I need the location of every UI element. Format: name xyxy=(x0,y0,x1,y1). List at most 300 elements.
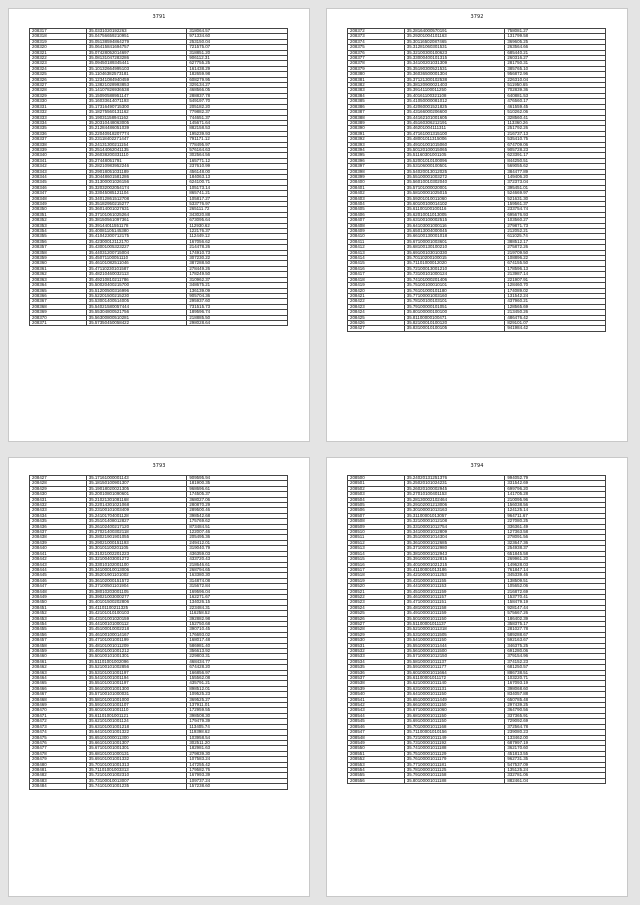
value-cell: 268794.65 xyxy=(187,567,288,572)
coordinate-cell: 35.70101001001313 xyxy=(86,762,187,767)
value-cell: 186402.39 xyxy=(505,616,606,621)
id-cell: 208455 xyxy=(30,627,87,632)
coordinate-cell: 35.46100001011157 xyxy=(404,594,505,599)
id-cell: 208317 xyxy=(30,29,87,34)
coordinate-cell: 35.40100001021215 xyxy=(404,562,505,567)
id-cell: 208411 xyxy=(348,239,405,244)
id-cell: 208466 xyxy=(30,686,87,691)
value-cell: 994052.79 xyxy=(505,476,606,481)
id-cell: 208386 xyxy=(348,104,405,109)
coordinate-cell: 35.13821028993853 xyxy=(86,83,187,88)
coordinate-cell: 35.34100001012809 xyxy=(404,530,505,535)
value-cell: 758081.27 xyxy=(505,29,606,34)
page-number: 3792 xyxy=(470,14,484,20)
table-row xyxy=(30,784,288,789)
coordinate-cell: 35.43001005323227 xyxy=(86,245,187,250)
value-cell: 576164.63 xyxy=(187,147,288,152)
coordinate-cell: 35.28021901901055 xyxy=(86,535,187,540)
value-cell: 158479.19 xyxy=(505,600,606,605)
coordinate-cell: 35.44031200715004 xyxy=(86,250,187,255)
id-cell: 208399 xyxy=(348,174,405,179)
id-cell: 208420 xyxy=(348,288,405,293)
coordinate-cell: 35.16033614071193 xyxy=(86,99,187,104)
coordinate-cell: 35.30116502087465 xyxy=(404,39,505,44)
value-cell: 535410.75 xyxy=(505,137,606,142)
value-cell: 237610.99 xyxy=(187,164,288,169)
value-cell: 385765.10 xyxy=(505,66,606,71)
id-cell: 208500 xyxy=(348,476,405,481)
coordinate-cell: 35.48210460032113 xyxy=(86,272,187,277)
value-cell: 155562.08 xyxy=(187,676,288,681)
value-cell: 254938.37 xyxy=(505,546,606,551)
id-cell: 208323 xyxy=(30,61,87,66)
coordinate-cell: 35.55100001003272 xyxy=(404,174,505,179)
value-cell: 476560.17 xyxy=(505,99,606,104)
id-cell: 208419 xyxy=(348,283,405,288)
coordinate-cell: 35.35190300521531 xyxy=(404,66,505,71)
coordinate-cell: 35.24131300211154 xyxy=(86,142,187,147)
value-cell: 398068.60 xyxy=(505,686,606,691)
coordinate-cell: 35.32032002054174 xyxy=(86,185,187,190)
id-cell: 208469 xyxy=(30,703,87,708)
coordinate-cell: 35.36036500001304 xyxy=(404,72,505,77)
value-cell: 589288.67 xyxy=(505,632,606,637)
value-cell: 323647.36 xyxy=(505,540,606,545)
id-cell: 208537 xyxy=(348,676,405,681)
id-cell: 208449 xyxy=(30,594,87,599)
value-cell: 213450.26 xyxy=(505,310,606,315)
value-cell: 128460.70 xyxy=(505,283,606,288)
value-cell: 640881.53 xyxy=(505,93,606,98)
value-cell: 275872.26 xyxy=(505,245,606,250)
id-cell: 208446 xyxy=(30,578,87,583)
table-row xyxy=(30,320,288,325)
value-cell: 435791.21 xyxy=(187,681,288,686)
coordinate-cell: 35.45071100051110 xyxy=(86,256,187,261)
value-cell: 384477.89 xyxy=(505,169,606,174)
coordinate-cell: 35.34012861512708 xyxy=(86,196,187,201)
id-cell: 208357 xyxy=(30,245,87,250)
value-cell: 227080.25 xyxy=(505,519,606,524)
coordinate-cell: 35.65100001011449 xyxy=(404,697,505,702)
value-cell: 103958.54 xyxy=(187,735,288,740)
value-cell: 279871.73 xyxy=(505,223,606,228)
value-cell: 219709.50 xyxy=(505,250,606,255)
value-cell: 379154.96 xyxy=(505,654,606,659)
value-cell: 345339.46 xyxy=(505,573,606,578)
value-cell: 166856.97 xyxy=(187,670,288,675)
id-cell: 208521 xyxy=(348,589,405,594)
value-cell: 674428.20 xyxy=(187,665,288,670)
coordinate-cell: 35.11046382573181 xyxy=(86,72,187,77)
coordinate-cell: 35.50100101001301 xyxy=(86,654,187,659)
coordinate-cell: 35.42100001011253 xyxy=(404,573,505,578)
id-cell: 208532 xyxy=(348,649,405,654)
value-cell: 608279.95 xyxy=(187,77,288,82)
coordinate-cell: 35.58101001001000 xyxy=(86,697,187,702)
value-cell: 167993.39 xyxy=(187,773,288,778)
id-cell: 208479 xyxy=(30,757,87,762)
coordinate-cell: 35.66100130001018 xyxy=(404,234,505,239)
coordinate-cell: 35.20310448063005 xyxy=(86,120,187,125)
value-cell: 906112.31 xyxy=(187,56,288,61)
id-cell: 208538 xyxy=(348,681,405,686)
value-cell: 216737.13 xyxy=(505,131,606,136)
value-cell: 905704.36 xyxy=(187,293,288,298)
id-cell: 208363 xyxy=(30,277,87,282)
coordinate-cell: 35.67100001003601 xyxy=(404,239,505,244)
value-cell: 627755.25 xyxy=(187,61,288,66)
id-cell: 208427 xyxy=(348,326,405,331)
value-cell: 368027.06 xyxy=(187,497,288,502)
coordinate-cell: 35.44100101000112 xyxy=(86,621,187,626)
table-row xyxy=(348,326,606,331)
coordinate-cell: 35.77100001011181 xyxy=(404,762,505,767)
id-cell: 208445 xyxy=(30,573,87,578)
value-cell: 533776.97 xyxy=(187,202,288,207)
value-cell: 263564.66 xyxy=(505,45,606,50)
id-cell: 208336 xyxy=(30,131,87,136)
id-cell: 208333 xyxy=(30,115,87,120)
value-cell: 229803.31 xyxy=(187,654,288,659)
value-cell: 318064.57 xyxy=(187,29,288,34)
id-cell: 208325 xyxy=(30,72,87,77)
value-cell: 673095.64 xyxy=(187,218,288,223)
coordinate-cell: 35.0331020192263 xyxy=(86,29,187,34)
coordinate-cell: 35.41050000081012 xyxy=(404,99,505,104)
value-cell: 437960.21 xyxy=(505,299,606,304)
id-cell: 208396 xyxy=(348,158,405,163)
coordinate-cell: 35.79100000101051 xyxy=(404,304,505,309)
coordinate-cell: 35.53106000100501 xyxy=(404,164,505,169)
id-cell: 208387 xyxy=(348,110,405,115)
value-cell: 278091.56 xyxy=(505,535,606,540)
id-cell: 208328 xyxy=(30,88,87,93)
coordinate-cell: 35.23100101003409 xyxy=(86,508,187,513)
coordinate-cell: 35.51160301001105 xyxy=(404,153,505,158)
value-cell: 302511.20 xyxy=(187,740,288,745)
value-cell: 744651.37 xyxy=(187,115,288,120)
coordinate-cell: 35.30100001013163 xyxy=(404,508,505,513)
id-cell: 208382 xyxy=(348,83,405,88)
value-cell: 685440.21 xyxy=(505,50,606,55)
value-cell: 674709.06 xyxy=(505,142,606,147)
id-cell: 208459 xyxy=(30,649,87,654)
coordinate-cell: 35.38150561097361 xyxy=(86,218,187,223)
id-cell: 208332 xyxy=(30,110,87,115)
id-cell: 208352 xyxy=(30,218,87,223)
value-cell: 318851.20 xyxy=(187,50,288,55)
id-cell: 208362 xyxy=(30,272,87,277)
value-cell: 395451.01 xyxy=(505,185,606,190)
value-cell: 390710.45 xyxy=(187,627,288,632)
id-cell: 208434 xyxy=(30,513,87,518)
value-cell: 761847.14 xyxy=(505,567,606,572)
coordinate-cell: 35.36102000151572 xyxy=(86,578,187,583)
id-cell: 208473 xyxy=(30,724,87,729)
id-cell: 208447 xyxy=(30,584,87,589)
coordinate-cell: 35.26020100002945 xyxy=(404,486,505,491)
coordinate-cell: 35.27021400302118 xyxy=(86,530,187,535)
value-cell: 109737.24 xyxy=(187,778,288,783)
coordinate-cell: 35.65013004000045 xyxy=(404,229,505,234)
value-cell: 161438.29 xyxy=(187,66,288,71)
id-cell: 208524 xyxy=(348,605,405,610)
id-cell: 208527 xyxy=(348,621,405,626)
value-cell: 189596.74 xyxy=(187,310,288,315)
value-cell: 358375.17 xyxy=(505,621,606,626)
coordinate-cell: 35.52201500215230 xyxy=(86,293,187,298)
id-cell: 208364 xyxy=(30,283,87,288)
id-cell: 208384 xyxy=(348,93,405,98)
id-cell: 208377 xyxy=(348,56,405,61)
coordinate-cell: 35.38100001012943 xyxy=(404,551,505,556)
coordinate-cell: 35.61100100100116 xyxy=(404,207,505,212)
id-cell: 208456 xyxy=(30,632,87,637)
value-cell: 968696.61 xyxy=(187,486,288,491)
value-cell: 729092.69 xyxy=(505,719,606,724)
coordinate-cell: 35.48001011315006 xyxy=(404,137,505,142)
id-cell: 208379 xyxy=(348,66,405,71)
coordinate-cell: 35.43100001011155 xyxy=(404,578,505,583)
value-cell: 213987.14 xyxy=(505,272,606,277)
coordinate-cell: 35.62101001001124 xyxy=(86,719,187,724)
coordinate-cell: 35.45100001011159 xyxy=(404,589,505,594)
value-cell: 398508.30 xyxy=(187,713,288,718)
value-cell: 302564.56 xyxy=(187,153,288,158)
coordinate-cell: 35.70100001011168 xyxy=(404,724,505,729)
id-cell: 208484 xyxy=(30,784,87,789)
id-cell: 208526 xyxy=(348,616,405,621)
coordinate-cell: 35.74100001011188 xyxy=(404,746,505,751)
coordinate-cell: 35.56300800510281 xyxy=(86,315,187,320)
value-cell: 216872.69 xyxy=(505,589,606,594)
coordinate-cell: 35.71101001003313 xyxy=(86,767,187,772)
value-cell: 122176.37 xyxy=(187,229,288,234)
id-cell: 208324 xyxy=(30,66,87,71)
id-cell: 208534 xyxy=(348,659,405,664)
coordinate-cell: 35.33100001012754 xyxy=(404,524,505,529)
coordinate-cell: 35.71101000012020 xyxy=(404,261,505,266)
coordinate-cell: 35.50120100015065 xyxy=(404,147,505,152)
coordinate-cell: 35.51101001002096 xyxy=(86,659,187,664)
value-cell: 343020.88 xyxy=(187,212,288,217)
id-cell: 208540 xyxy=(348,692,405,697)
value-cell: 149406.20 xyxy=(505,174,606,179)
id-cell: 208330 xyxy=(30,99,87,104)
id-cell: 208405 xyxy=(348,207,405,212)
id-cell: 208522 xyxy=(348,594,405,599)
coordinate-cell: 35.32100403001272 xyxy=(86,557,187,562)
id-cell: 208448 xyxy=(30,589,87,594)
value-cell: 131542.24 xyxy=(505,293,606,298)
coordinate-cell: 35.67100001011060 xyxy=(404,708,505,713)
value-cell: 674155.50 xyxy=(505,261,606,266)
id-cell: 208345 xyxy=(30,180,87,185)
value-cell: 369605.25 xyxy=(505,39,606,44)
page-sheet xyxy=(8,457,310,897)
value-cell: 651845.58 xyxy=(505,551,606,556)
id-cell: 208353 xyxy=(30,223,87,228)
id-cell: 208450 xyxy=(30,600,87,605)
value-cell: 113360.26 xyxy=(505,120,606,125)
value-cell: 133462.00 xyxy=(505,735,606,740)
coordinate-cell: 35.44100001011153 xyxy=(404,584,505,589)
coordinate-cell: 35.53001400514005 xyxy=(86,299,187,304)
id-cell: 208458 xyxy=(30,643,87,648)
coordinate-cell: 35.48101001011209 xyxy=(86,643,187,648)
value-cell: 941984.42 xyxy=(505,326,606,331)
coordinate-cell: 35.49101001001212 xyxy=(86,649,187,654)
id-cell: 208444 xyxy=(30,567,87,572)
value-cell: 195239.93 xyxy=(187,131,288,136)
id-cell: 208346 xyxy=(30,185,87,190)
coordinate-cell: 35.31100001013057 xyxy=(404,513,505,518)
value-cell: 280870.29 xyxy=(187,503,288,508)
id-cell: 208351 xyxy=(30,212,87,217)
coordinate-cell: 35.29102001213006 xyxy=(404,503,505,508)
coordinate-cell: 35.28130002102464 xyxy=(404,497,505,502)
coordinate-cell: 35.45160306212191 xyxy=(404,120,505,125)
id-cell: 208505 xyxy=(348,503,405,508)
id-cell: 208531 xyxy=(348,643,405,648)
coordinate-cell: 35.37121300102538 xyxy=(404,77,505,82)
coordinate-cell: 35.47110230101587 xyxy=(86,266,187,271)
id-cell: 208507 xyxy=(348,513,405,518)
coordinate-cell: 35.77100001003160 xyxy=(404,293,505,298)
value-cell: 184063.13 xyxy=(187,174,288,179)
coordinate-cell: 35.05138594864279 xyxy=(86,39,187,44)
coordinate-cell: 35.57101000020001 xyxy=(404,185,505,190)
id-cell: 208504 xyxy=(348,497,405,502)
value-cell: 279839.30 xyxy=(187,751,288,756)
id-cell: 208552 xyxy=(348,757,405,762)
value-cell: 108896.22 xyxy=(505,256,606,261)
coordinate-cell: 35.36100001012685 xyxy=(404,540,505,545)
value-cell: 156038.56 xyxy=(505,503,606,508)
id-cell: 208409 xyxy=(348,229,405,234)
coordinate-cell: 35.26038200331110 xyxy=(86,153,187,158)
coordinate-cell: 35.41100001013186 xyxy=(404,567,505,572)
coordinate-cell: 35.08131047283286 xyxy=(86,56,187,61)
id-cell: 208511 xyxy=(348,535,405,540)
id-cell: 208374 xyxy=(348,39,405,44)
coordinate-cell: 35.22014301021068 xyxy=(86,503,187,508)
id-cell: 208348 xyxy=(30,196,87,201)
coordinate-cell: 35.59101001001107 xyxy=(86,703,187,708)
value-cell: 152750.68 xyxy=(187,621,288,626)
id-cell: 208337 xyxy=(30,137,87,142)
coordinate-cell: 35.59100001011177 xyxy=(404,665,505,670)
coordinate-cell: 35.71100001010156 xyxy=(404,730,505,735)
coordinate-cell: 35.57100101000031 xyxy=(86,692,187,697)
value-cell: 310962.37 xyxy=(187,277,288,282)
coordinate-cell: 35.23118402271447 xyxy=(86,137,187,142)
coordinate-cell: 35.61100001011172 xyxy=(404,676,505,681)
id-cell: 208477 xyxy=(30,746,87,751)
id-cell: 208508 xyxy=(348,519,405,524)
value-cell: 131799.58 xyxy=(505,34,606,39)
value-cell: 147255.42 xyxy=(187,762,288,767)
id-cell: 208361 xyxy=(30,266,87,271)
value-cell: 721575.07 xyxy=(187,45,288,50)
coordinate-cell: 35.26102400217120 xyxy=(86,524,187,529)
value-cell: 586981.40 xyxy=(187,643,288,648)
id-cell: 208503 xyxy=(348,492,405,497)
coordinate-cell: 35.60101001001110 xyxy=(86,708,187,713)
coordinate-cell: 35.10132664995103 xyxy=(86,66,187,71)
value-cell: 611025.74 xyxy=(505,234,606,239)
id-cell: 208406 xyxy=(348,212,405,217)
value-cell: 288837.78 xyxy=(187,93,288,98)
value-cell: 253150.04 xyxy=(187,39,288,44)
coordinate-cell: 35.40081105145380 xyxy=(86,229,187,234)
id-cell: 208529 xyxy=(348,632,405,637)
value-cell: 172959.55 xyxy=(187,708,288,713)
value-cell: 829101.07 xyxy=(505,320,606,325)
coordinate-cell: 35.27448051791 xyxy=(86,158,187,163)
id-cell: 208452 xyxy=(30,611,87,616)
value-cell: 436359.03 xyxy=(187,551,288,556)
value-cell: 137911.01 xyxy=(187,703,288,708)
id-cell: 208427 xyxy=(30,476,87,481)
coordinate-cell: 35.54021580057444 xyxy=(86,304,187,309)
value-cell: 681250.57 xyxy=(505,665,606,670)
value-cell: 167093.19 xyxy=(505,681,606,686)
value-cell: 962731.35 xyxy=(505,757,606,762)
id-cell: 208413 xyxy=(348,250,405,255)
coordinate-cell: 35.56010010302040 xyxy=(404,180,505,185)
value-cell: 956872.96 xyxy=(505,72,606,77)
value-cell: 624100.71 xyxy=(187,180,288,185)
coordinate-cell: 35.21021301081168 xyxy=(86,497,187,502)
value-cell: 251792.26 xyxy=(505,126,606,131)
value-cell: 297439.25 xyxy=(505,703,606,708)
id-cell: 208478 xyxy=(30,751,87,756)
coordinate-cell: 35.80100001011188 xyxy=(404,778,505,783)
value-cell: 295937.60 xyxy=(187,299,288,304)
id-cell: 208378 xyxy=(348,61,405,66)
value-cell: 145671.64 xyxy=(187,120,288,125)
coordinate-cell: 35.55100001011444 xyxy=(404,643,505,648)
id-cell: 208556 xyxy=(348,778,405,783)
coordinate-cell: 35.19018020021305 xyxy=(86,486,187,491)
value-cell: 623391.17 xyxy=(505,153,606,158)
value-cell: 169596.04 xyxy=(187,589,288,594)
value-cell: 388512.17 xyxy=(505,239,606,244)
coordinate-cell: 35.65101000011300 xyxy=(86,735,187,740)
value-cell: 898512.01 xyxy=(187,686,288,691)
value-cell: 905728.23 xyxy=(505,147,606,152)
id-cell: 208354 xyxy=(30,229,87,234)
value-cell: 865741.21 xyxy=(187,191,288,196)
coordinate-cell: 35.73100001011192 xyxy=(404,740,505,745)
value-cell: 387288.50 xyxy=(187,261,288,266)
id-cell: 208453 xyxy=(30,616,87,621)
coordinate-cell: 35.63101001001218 xyxy=(86,724,187,729)
value-cell: 168017.48 xyxy=(187,638,288,643)
value-cell: 182659.98 xyxy=(187,72,288,77)
id-cell: 208385 xyxy=(348,99,405,104)
id-cell: 208421 xyxy=(348,293,405,298)
value-cell: 136139.09 xyxy=(187,288,288,293)
coordinate-cell: 35.32100001012108 xyxy=(404,519,505,524)
id-cell: 208331 xyxy=(30,104,87,109)
id-cell: 208523 xyxy=(348,600,405,605)
coordinate-cell: 35.18275560131162 xyxy=(86,110,187,115)
id-cell: 208327 xyxy=(30,83,87,88)
id-cell: 208425 xyxy=(348,315,405,320)
